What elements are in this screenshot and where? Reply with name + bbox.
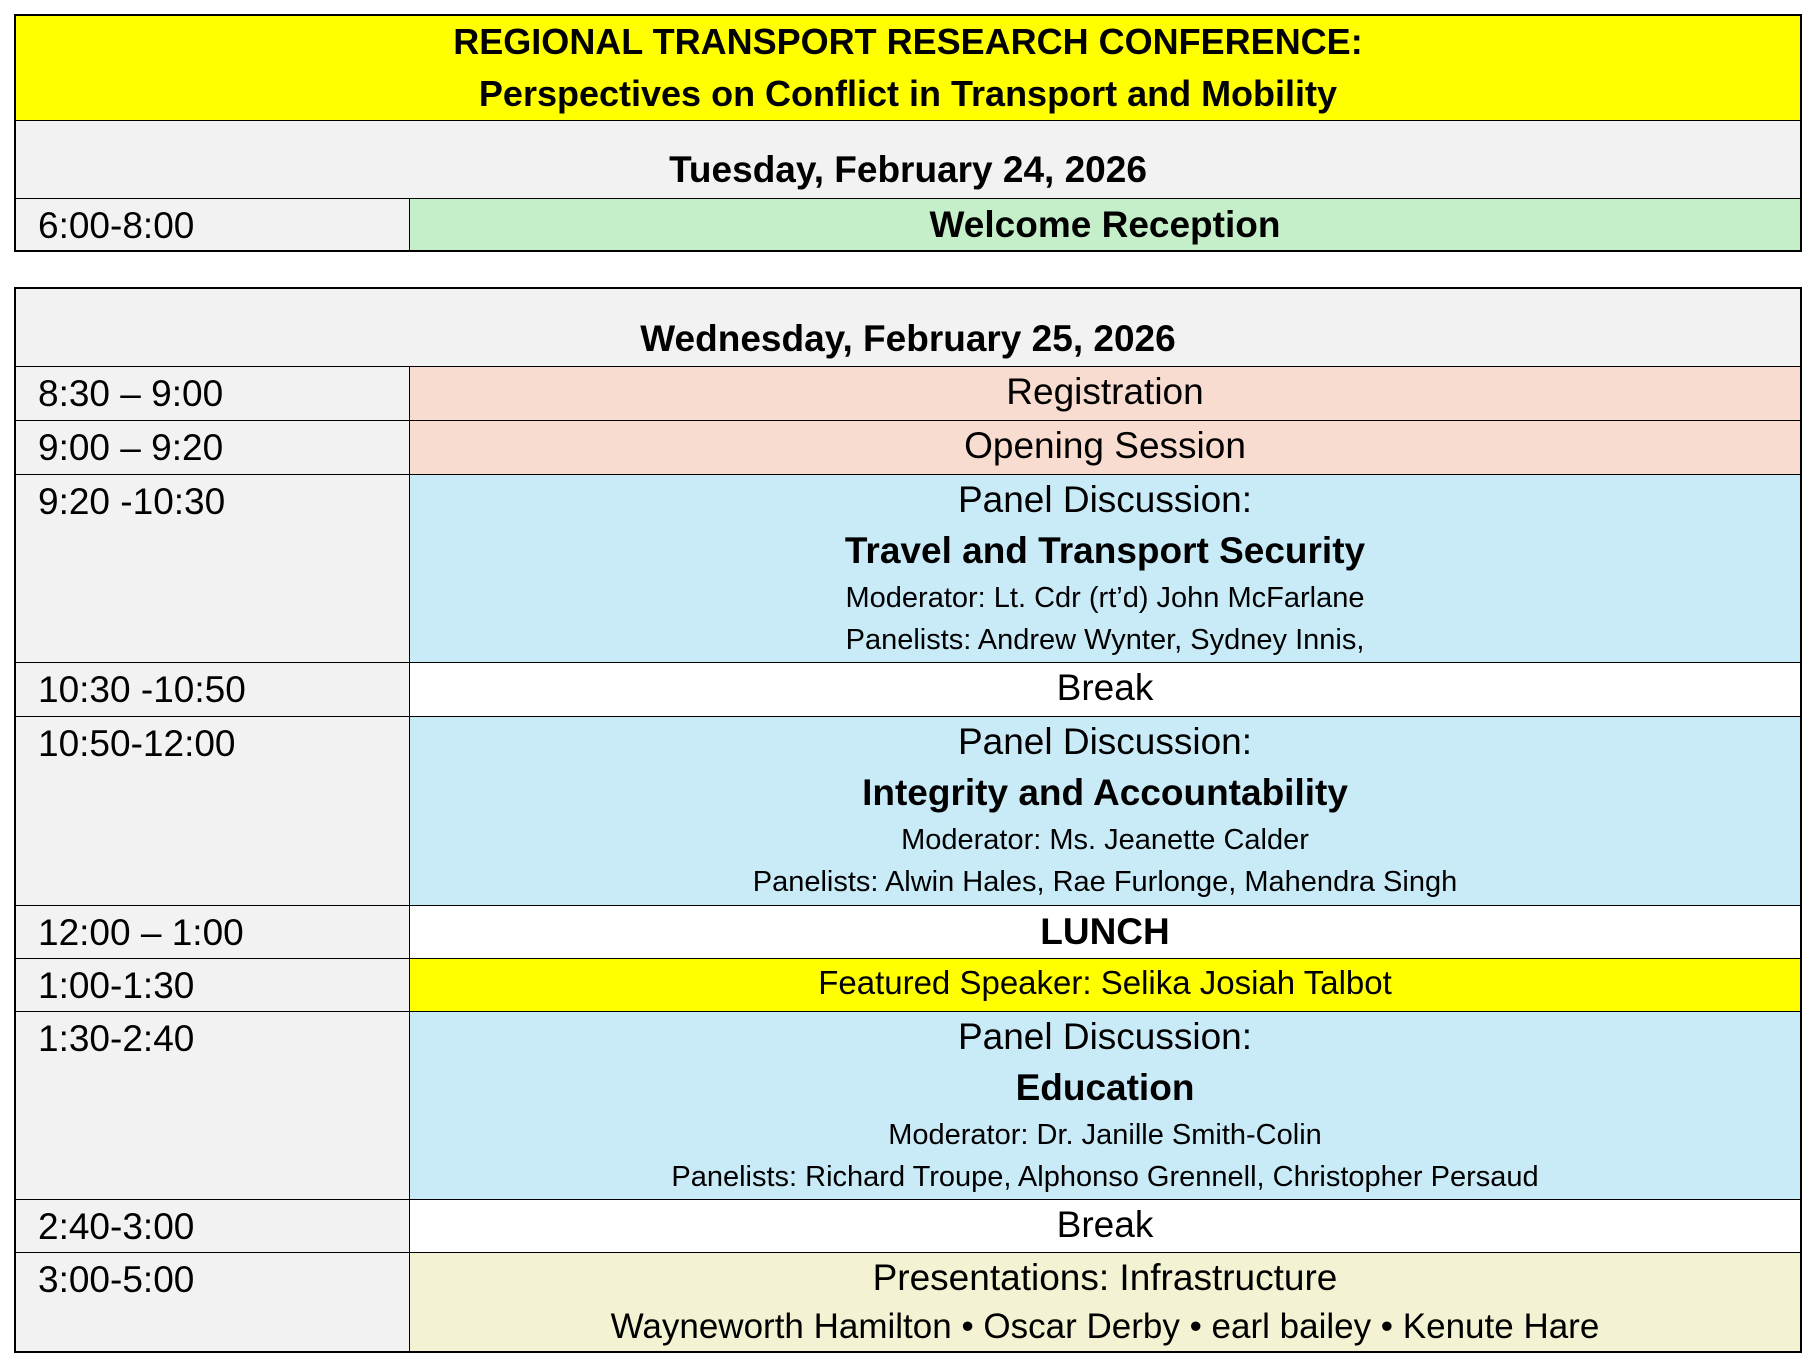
panel-heading: Panel Discussion: xyxy=(957,479,1253,520)
panel-title: Education xyxy=(1015,1067,1195,1108)
schedule-row xyxy=(16,420,1800,474)
schedule-block-tuesday xyxy=(14,14,1802,252)
schedule-row xyxy=(16,958,1800,1011)
panel-education xyxy=(410,1012,1800,1199)
break: Break xyxy=(410,663,1800,716)
time-cell: 2:40-3:00 xyxy=(16,1200,410,1252)
welcome-reception: Welcome Reception xyxy=(410,199,1800,250)
panel-heading: Panel Discussion: xyxy=(957,721,1253,762)
time-cell: 10:50-12:00 xyxy=(16,717,410,905)
panel-moderator: Moderator: Ms. Jeanette Calder xyxy=(901,824,1309,856)
date-wednesday: Wednesday, February 25, 2026 xyxy=(640,318,1176,359)
time-cell: 8:30 – 9:00 xyxy=(16,367,410,420)
panel-panelists: Panelists: Alwin Hales, Rae Furlonge, Mahendra Singh xyxy=(752,866,1458,898)
schedule-row xyxy=(16,662,1800,716)
schedule-block-wednesday xyxy=(14,287,1802,1353)
time-cell: 3:00-5:00 xyxy=(16,1253,410,1351)
conference-title xyxy=(16,16,1800,120)
conference-title-line1: REGIONAL TRANSPORT RESEARCH CONFERENCE: xyxy=(453,21,1363,62)
time-cell: 6:00-8:00 xyxy=(16,199,410,250)
time-cell: 1:00-1:30 xyxy=(16,959,410,1011)
opening-session: Opening Session xyxy=(410,421,1800,474)
panel-heading: Panel Discussion: xyxy=(957,1016,1253,1057)
schedule-row xyxy=(16,905,1800,958)
time-cell: 9:20 -10:30 xyxy=(16,475,410,662)
panel-panelists: Panelists: Richard Troupe, Alphonso Grennell, Christopher Persaud xyxy=(671,1161,1539,1193)
schedule-row xyxy=(16,1011,1800,1199)
time-cell: 10:30 -10:50 xyxy=(16,663,410,716)
presentations-heading: Presentations: Infrastructure xyxy=(872,1257,1338,1298)
presenters-list: Wayneworth Hamilton • Oscar Derby • earl bailey • Kenute Hare xyxy=(610,1307,1600,1346)
panel-travel-security xyxy=(410,475,1800,662)
time-cell: 12:00 – 1:00 xyxy=(16,906,410,958)
panel-integrity-accountability xyxy=(410,717,1800,905)
date-heading-tuesday xyxy=(16,120,1800,198)
time-cell: 9:00 – 9:20 xyxy=(16,421,410,474)
time-cell: 1:30-2:40 xyxy=(16,1012,410,1199)
presentations-infrastructure xyxy=(410,1253,1800,1351)
schedule-row xyxy=(16,198,1800,250)
panel-title: Travel and Transport Security xyxy=(844,530,1366,571)
panel-moderator: Moderator: Dr. Janille Smith-Colin xyxy=(888,1119,1322,1151)
schedule-row xyxy=(16,474,1800,662)
date-tuesday: Tuesday, February 24, 2026 xyxy=(669,149,1147,190)
panel-panelists: Panelists: Andrew Wynter, Sydney Innis, xyxy=(845,624,1365,656)
break: Break xyxy=(410,1200,1800,1252)
schedule-row xyxy=(16,716,1800,905)
schedule-row xyxy=(16,1252,1800,1351)
schedule-row xyxy=(16,366,1800,420)
conference-title-line2: Perspectives on Conflict in Transport and Mobility xyxy=(478,73,1338,114)
date-heading-wednesday xyxy=(16,289,1800,366)
schedule-row xyxy=(16,1199,1800,1252)
panel-title: Integrity and Accountability xyxy=(862,772,1348,813)
featured-speaker: Featured Speaker: Selika Josiah Talbot xyxy=(410,959,1800,1011)
registration: Registration xyxy=(410,367,1800,420)
lunch: LUNCH xyxy=(410,906,1800,958)
panel-moderator: Moderator: Lt. Cdr (rt’d) John McFarlane xyxy=(845,582,1365,614)
